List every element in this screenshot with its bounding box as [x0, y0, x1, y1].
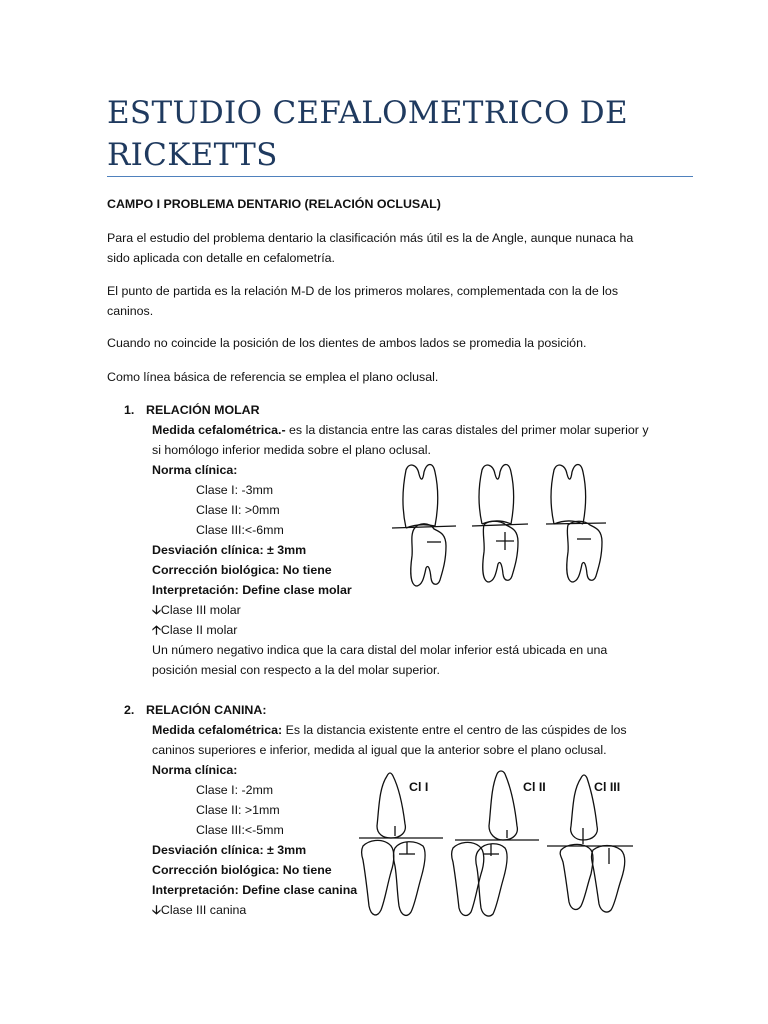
canine-down-text: Clase III canina — [160, 903, 247, 917]
paragraph-line: Para el estudio del problema dentario la clasificación más útil es la de Angle, aunque nunaca ha — [107, 231, 634, 245]
down-arrow-icon: 🡣 — [152, 603, 161, 617]
molar-medida-text-2: si homólogo inferior medida sobre el plano oclusal. — [152, 443, 431, 457]
canine-medida-line — [152, 720, 627, 740]
canine-medida-text-2: caninos superiores e inferior, medida al igual que la anterior sobre el plano oclusal. — [152, 743, 607, 757]
molar-down-line — [152, 600, 241, 620]
canine-interpretacion: Interpretación: Define clase canina — [152, 883, 358, 897]
molar-class-2-diagram — [472, 465, 528, 583]
canine-label-cl1: Cl I — [409, 780, 429, 794]
molar-class-1-diagram — [392, 465, 456, 587]
molar-down-text: Clase III molar — [160, 603, 241, 617]
canine-clase-2: Clase II: >1mm — [196, 803, 280, 817]
canine-correccion: Corrección biológica: No tiene — [152, 863, 332, 877]
molar-norma-label: Norma clínica: — [152, 463, 238, 477]
molar-medida-label: Medida cefalométrica.- — [152, 423, 286, 437]
molar-note-1: Un número negativo indica que la cara distal del molar inferior está ubicada en una — [152, 643, 608, 657]
molar-up-text: Clase II molar — [160, 623, 238, 637]
molar-medida-text: es la distancia entre las caras distales del primer molar superior y — [285, 423, 649, 437]
canine-medida-label: Medida cefalométrica: — [152, 723, 283, 737]
molar-clase-2: Clase II: >0mm — [196, 503, 280, 517]
paragraph-line: caninos. — [107, 304, 154, 318]
canine-relation-figure — [355, 768, 645, 918]
molar-class-3-diagram — [546, 465, 606, 583]
paragraph-line: sido aplicada con detalle en cefalometría. — [107, 251, 335, 265]
list-number: 1. — [124, 403, 135, 417]
molar-up-line — [152, 620, 237, 640]
canine-down-line — [152, 900, 246, 920]
canine-clase-1: Clase I: -2mm — [196, 783, 274, 797]
canine-label-cl3: Cl III — [594, 780, 621, 794]
molar-desviacion: Desviación clínica: ± 3mm — [152, 543, 307, 557]
list-number: 2. — [124, 703, 135, 717]
canine-heading: RELACIÓN CANINA: — [146, 703, 267, 717]
canine-medida-text: Es la distancia existente entre el centro de las cúspides de los — [282, 723, 627, 737]
canine-class-1-diagram — [359, 773, 443, 915]
title-underline — [107, 176, 693, 177]
document-title: ESTUDIO CEFALOMETRICO DE RICKETTS — [107, 95, 628, 173]
molar-medida-line — [152, 420, 649, 440]
canine-class-3-diagram — [547, 775, 633, 912]
paragraph-line: El punto de partida es la relación M-D de los primeros molares, complementada con la de los — [107, 284, 619, 298]
paragraph-line: Como línea básica de referencia se emplea el plano oclusal. — [107, 370, 439, 384]
molar-clase-3: Clase III:<-6mm — [196, 523, 284, 537]
section-heading: CAMPO I PROBLEMA DENTARIO (RELACIÓN OCLUSAL) — [107, 197, 441, 211]
paragraph-line: Cuando no coincide la posición de los dientes de ambos lados se promedia la posición. — [107, 336, 587, 350]
molar-clase-1: Clase I: -3mm — [196, 483, 274, 497]
canine-label-cl2: Cl II — [523, 780, 546, 794]
canine-norma-label: Norma clínica: — [152, 763, 238, 777]
molar-note-2: posición mesial con respecto a la del molar superior. — [152, 663, 440, 677]
molar-correccion: Corrección biológica: No tiene — [152, 563, 332, 577]
down-arrow-icon: 🡣 — [152, 903, 161, 917]
up-arrow-icon: 🡡 — [152, 623, 161, 637]
molar-heading: RELACIÓN MOLAR — [146, 403, 260, 417]
molar-relation-figure — [388, 460, 618, 590]
canine-desviacion: Desviación clínica: ± 3mm — [152, 843, 307, 857]
canine-clase-3: Clase III:<-5mm — [196, 823, 284, 837]
canine-class-2-diagram — [452, 771, 540, 916]
molar-interpretacion: Interpretación: Define clase molar — [152, 583, 352, 597]
